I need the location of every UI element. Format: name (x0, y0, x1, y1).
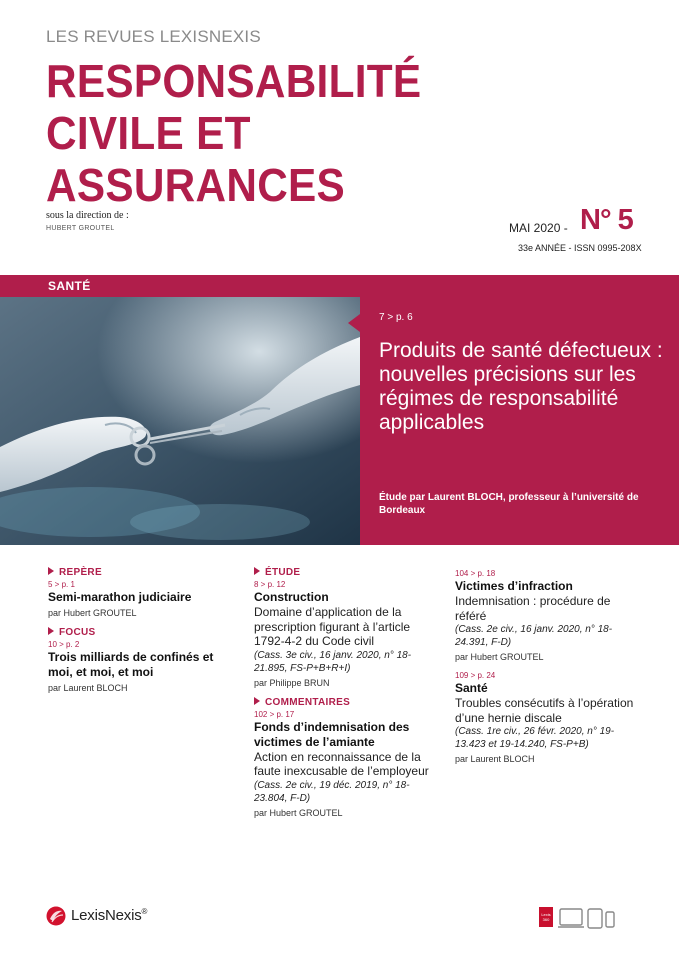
lexisnexis-logo-icon (46, 906, 66, 926)
feature-title[interactable]: Produits de santé défectueux : nouvelles précisions sur les régimes de responsabilité applicables (379, 339, 663, 434)
article-heading: Construction (254, 590, 329, 604)
article-author: par Hubert GROUTEL (254, 807, 343, 818)
article-heading: Trois milliards de confinés et moi, et moi, et moi (48, 650, 214, 679)
cover-photo (0, 297, 360, 545)
page-ref: 104 > p. 18 (455, 569, 496, 578)
article-heading: Semi-marathon judiciaire (48, 590, 192, 604)
rubric-label: SANTÉ (48, 279, 91, 293)
article-summary: Domaine d’application de la prescription figurant à l’article 1792-4-2 du Code civil (254, 605, 411, 648)
journal-title-line-2: CIVILE ET (46, 107, 251, 159)
issue-meta: 33e ANNÉE - ISSN 0995-208X (518, 243, 642, 253)
article-heading: Santé (455, 681, 488, 695)
director-name: HUBERT GROUTEL (46, 225, 115, 232)
triangle-bullet-icon (48, 567, 54, 575)
middle-column (254, 567, 434, 827)
article-author: par Hubert GROUTEL (48, 608, 137, 618)
issue-date: MAI 2020 - (509, 221, 568, 235)
issue-number: N° 5 (580, 204, 633, 236)
page-ref: 8 > p. 12 (254, 580, 286, 589)
feature-ref: 7 > p. 6 (379, 312, 413, 323)
article-author: par Hubert GROUTEL (455, 652, 544, 662)
rubric-band (0, 275, 679, 297)
feature-author: Étude par Laurent BLOCH, professeur à l’université de Bordeaux (379, 492, 639, 516)
toc-item[interactable] (48, 567, 233, 618)
publisher-name: LexisNexis (71, 907, 142, 924)
case-citation: (Cass. 2e civ., 16 janv. 2020, n° 18-24.391, F-D) (455, 624, 613, 648)
case-citation: (Cass. 1re civ., 26 févr. 2020, n° 19-13.423 et 19-14.240, FS-P+B) (455, 726, 615, 750)
section-heading: REPÈRE (59, 567, 102, 578)
surgery-photo-icon (0, 297, 360, 545)
article-summary: Action en reconnaissance de la faute inexcusable de l’employeur (254, 749, 429, 778)
page-ref: 5 > p. 1 (48, 580, 75, 589)
journal-title-line-3: ASSURANCES (46, 159, 346, 211)
case-citation: (Cass. 2e civ., 19 déc. 2019, n° 18-23.804, F-D) (254, 779, 410, 804)
article-heading: Fonds d’indemnisation des victimes de l’amiante (254, 719, 410, 749)
page-ref: 102 > p. 17 (254, 709, 295, 719)
article-summary: Indemnisation : procédure de référé (455, 594, 611, 623)
article-summary: Troubles consécutifs à l’opération d’une hernie discale (455, 696, 634, 725)
direction-label: sous la direction de : (46, 210, 129, 221)
left-column (48, 567, 233, 702)
triangle-bullet-icon (254, 567, 260, 575)
devices-icon (558, 907, 616, 929)
triangle-bullet-icon (48, 627, 54, 635)
toc-item[interactable] (455, 671, 635, 764)
case-citation: (Cass. 3e civ., 16 janv. 2020, n° 18-21.895, FS-P+B+R+I) (254, 649, 412, 674)
article-heading: Victimes d’infraction (455, 579, 573, 593)
section-heading: COMMENTAIRES (265, 696, 351, 708)
article-author: par Laurent BLOCH (455, 754, 535, 764)
article-author: par Philippe BRUN (254, 677, 330, 688)
toc-item[interactable] (455, 569, 635, 662)
lexis-badge-text: Lexis 360 (541, 912, 551, 922)
feature-pointer-icon (348, 314, 360, 332)
section-heading: ÉTUDE (265, 567, 301, 578)
section-heading: FOCUS (59, 627, 96, 638)
page-ref: 109 > p. 24 (455, 671, 496, 680)
series-label: LES REVUES LEXISNEXIS (46, 27, 261, 46)
journal-title-line-1: RESPONSABILITÉ (46, 55, 422, 107)
publisher-logo-text (71, 907, 147, 924)
right-column (455, 567, 635, 773)
toc-item[interactable] (254, 567, 434, 688)
article-author: par Laurent BLOCH (48, 683, 128, 693)
toc-item[interactable] (48, 627, 233, 693)
page-ref: 10 > p. 2 (48, 640, 80, 649)
toc-item[interactable] (254, 697, 434, 818)
registered-mark: ® (141, 907, 148, 916)
triangle-bullet-icon (254, 697, 260, 705)
